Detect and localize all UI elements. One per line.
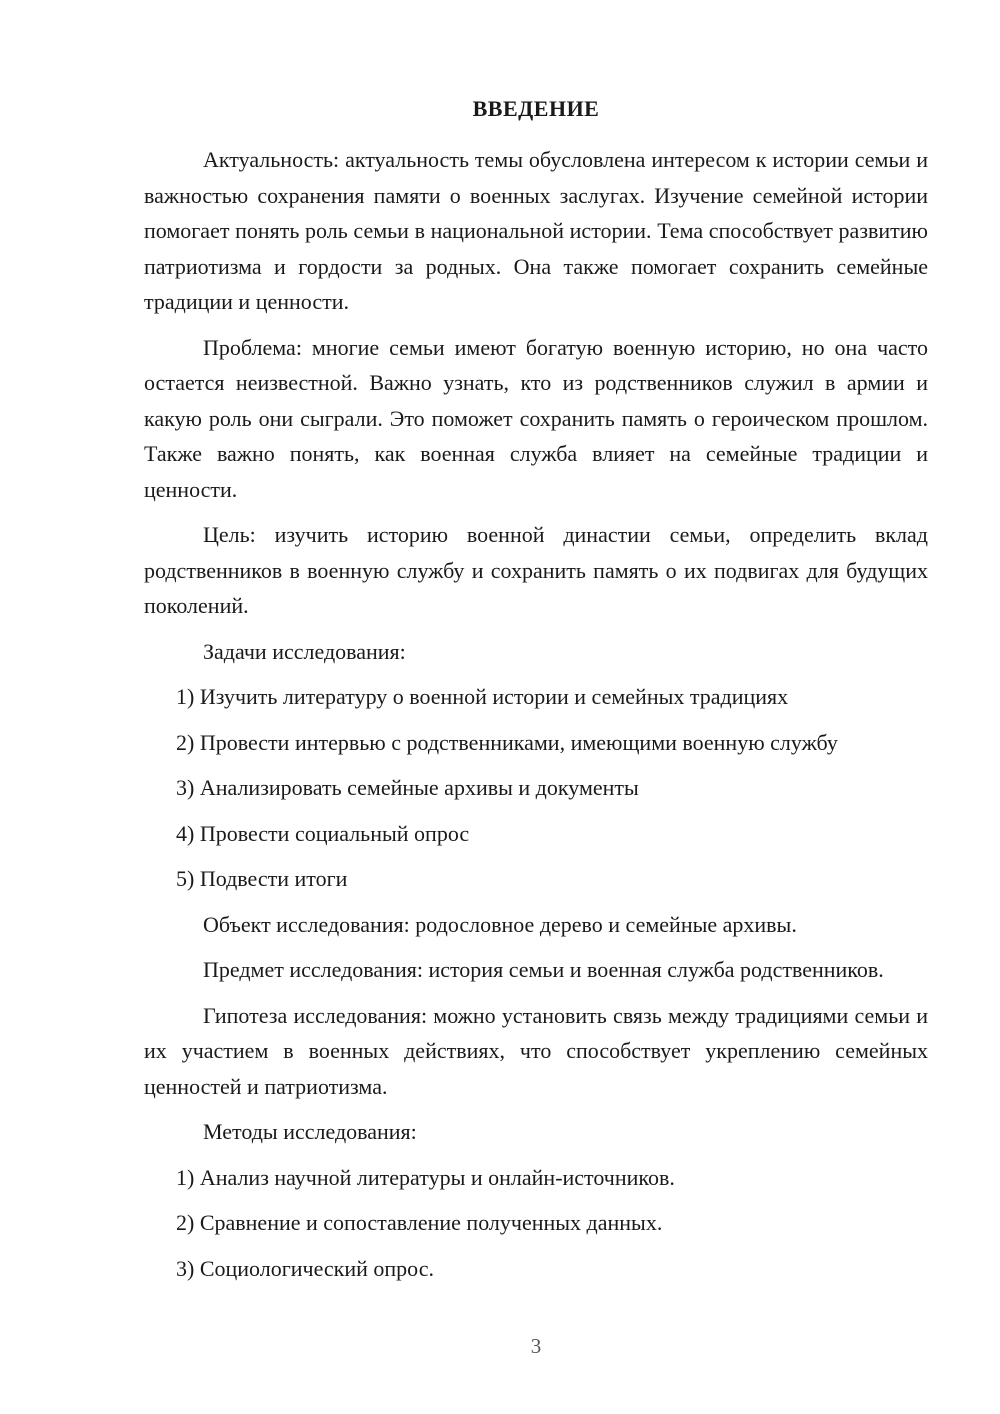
- task-item: 2) Провести интервью с родственниками, имеющими военную службу: [176, 729, 838, 755]
- task-item: 1) Изучить литературу о военной истории и семейных традициях: [176, 684, 789, 709]
- method-item: 2) Сравнение и сопоставление полученных данных.: [176, 1210, 663, 1235]
- method-item: 1) Анализ научной литературы и онлайн-источников.: [176, 1164, 675, 1190]
- tasks-title: Задачи исследования:: [203, 638, 406, 664]
- relevance-paragraph: Актуальность: актуальность темы обусловлена интересом к истории семьи и важностью сохранения памяти о военных заслугах. Изучение семейной истории помогает понять роль семьи в национальной истории. Тема способствует развитию патриотизма и гордости за родных. Она также помогает сохранить семейные традиции и ценности.: [144, 147, 928, 314]
- goal-paragraph: Цель: изучить историю военной династии семьи, определить вклад родственников в военную службу и сохранить память о их подвигах для будущих поколений.: [144, 522, 928, 618]
- method-item: 3) Социологический опрос.: [176, 1255, 434, 1281]
- page-number: 3: [530, 1334, 542, 1358]
- hypothesis-paragraph: Гипотеза исследования: можно установить связь между традициями семьи и их участием в военных действиях, что способствует укреплению семейных ценностей и патриотизма.: [144, 1002, 928, 1099]
- document-body: [144, 142, 928, 1296]
- methods-title: Методы исследования:: [203, 1119, 417, 1144]
- subject-paragraph: Предмет исследования: история семьи и военная служба родственников.: [203, 957, 884, 982]
- object-paragraph: Объект исследования: родословное дерево и семейные архивы.: [203, 911, 797, 937]
- task-item: 5) Подвести итоги: [176, 866, 348, 891]
- problem-paragraph: Проблема: многие семьи имеют богатую военную историю, но она часто остается неизвестной. Важно узнать, кто из родственников служил в армии и какую роль они сыграли. Это поможет сохранить память о героическом прошлом. Также важно понять, как военная служба влияет на семейные традиции и ценности.: [144, 334, 928, 502]
- page-heading: ВВЕДЕНИЕ: [472, 96, 600, 121]
- task-item: 3) Анализировать семейные архивы и документы: [176, 775, 639, 800]
- task-item: 4) Провести социальный опрос: [176, 820, 470, 846]
